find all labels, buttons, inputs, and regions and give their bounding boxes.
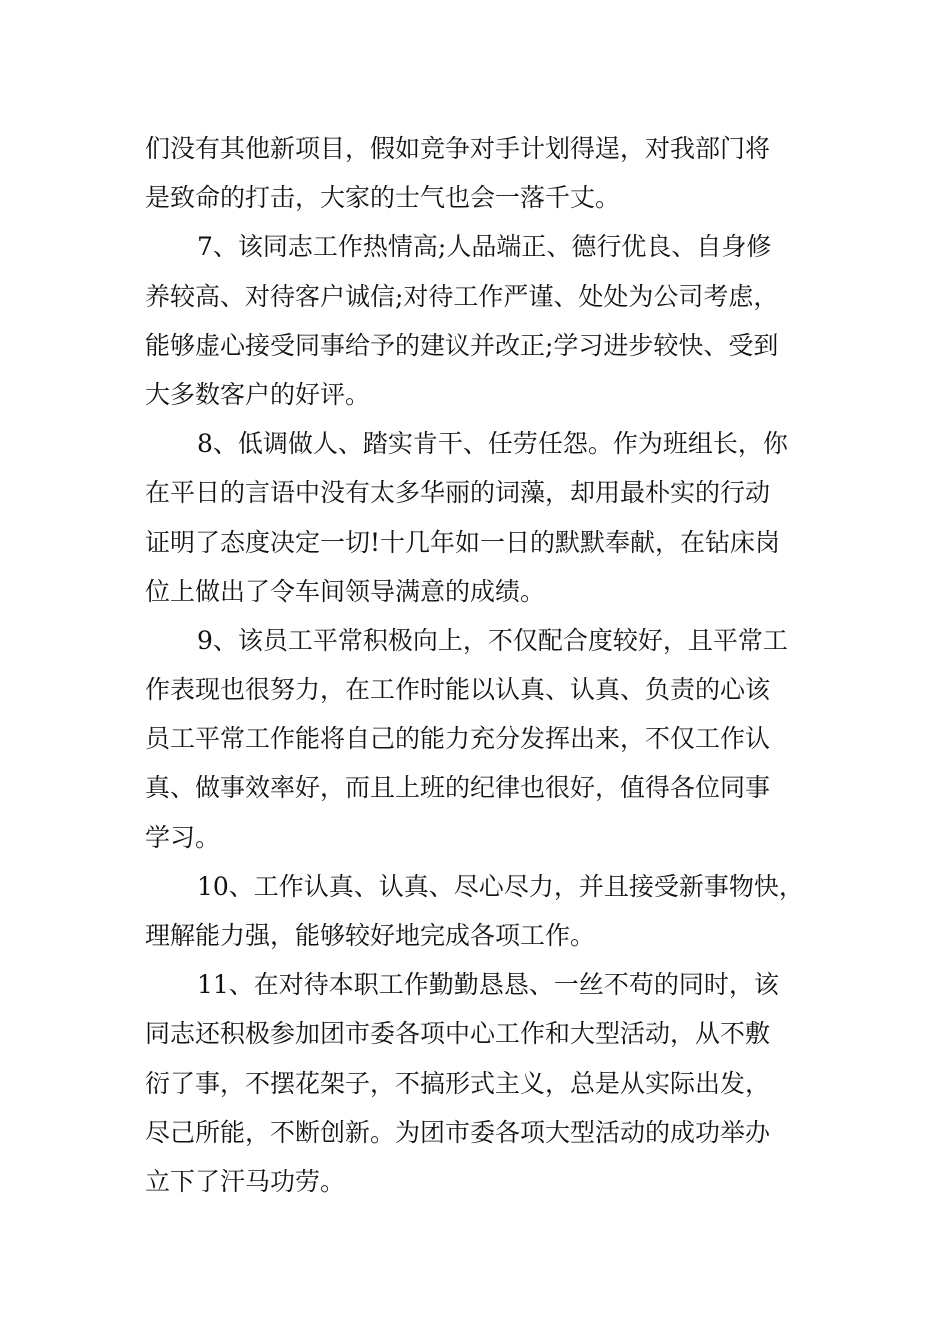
text-line: 立下了汗马功劳。 — [145, 1166, 346, 1196]
text-line: 们没有其他新项目，假如竞争对手计划得逞，对我部门将 — [145, 134, 771, 163]
paragraph-8-start: 8、低调做人、踏实肯干、任劳任怨。作为班组长，你 — [197, 429, 788, 459]
text-line: 证明了态度决定一切!十几年如一日的默默奉献，在钻床岗 — [145, 527, 781, 557]
document-body — [145, 124, 835, 1206]
text-line: 同志还积极参加团市委各项中心工作和大型活动，从不敷 — [145, 1019, 771, 1049]
paragraph-9-start: 9、该员工平常积极向上，不仅配合度较好，且平常工 — [197, 625, 788, 655]
text-line: 理解能力强，能够较好地完成各项工作。 — [145, 921, 596, 950]
text-line: 衍了事，不摆花架子，不搞形式主义，总是从实际出发， — [145, 1068, 771, 1098]
text-line: 在平日的言语中没有太多华丽的词藻，却用最朴实的行动 — [145, 478, 771, 508]
paragraph-10-start: 10、工作认真、认真、尽心尽力，并且接受新事物快， — [197, 871, 804, 901]
paragraph-7-start: 7、该同志工作热情高;人品端正、德行优良、自身修 — [197, 232, 772, 262]
text-line: 员工平常工作能将自己的能力充分发挥出来，不仅工作认 — [145, 724, 771, 754]
text-line: 作表现也很努力，在工作时能以认真、认真、负责的心该 — [145, 675, 771, 705]
paragraph-11-start: 11、在对待本职工作勤勤恳恳、一丝不苟的同时，该 — [197, 970, 779, 1000]
text-line: 是致命的打击，大家的士气也会一落千丈。 — [145, 183, 621, 213]
text-line: 学习。 — [145, 822, 221, 852]
text-line: 尽己所能，不断创新。为团市委各项大型活动的成功举办 — [145, 1117, 771, 1147]
text-line: 能够虚心接受同事给予的建议并改正;学习进步较快、受到 — [145, 330, 779, 360]
text-line: 真、做事效率好，而且上班的纪律也很好，值得各位同事 — [145, 773, 771, 803]
text-line: 位上做出了令车间领导满意的成绩。 — [145, 576, 546, 606]
text-line: 大多数客户的好评。 — [145, 379, 371, 409]
text-line: 养较高、对待客户诚信;对待工作严谨、处处为公司考虑， — [145, 281, 779, 311]
